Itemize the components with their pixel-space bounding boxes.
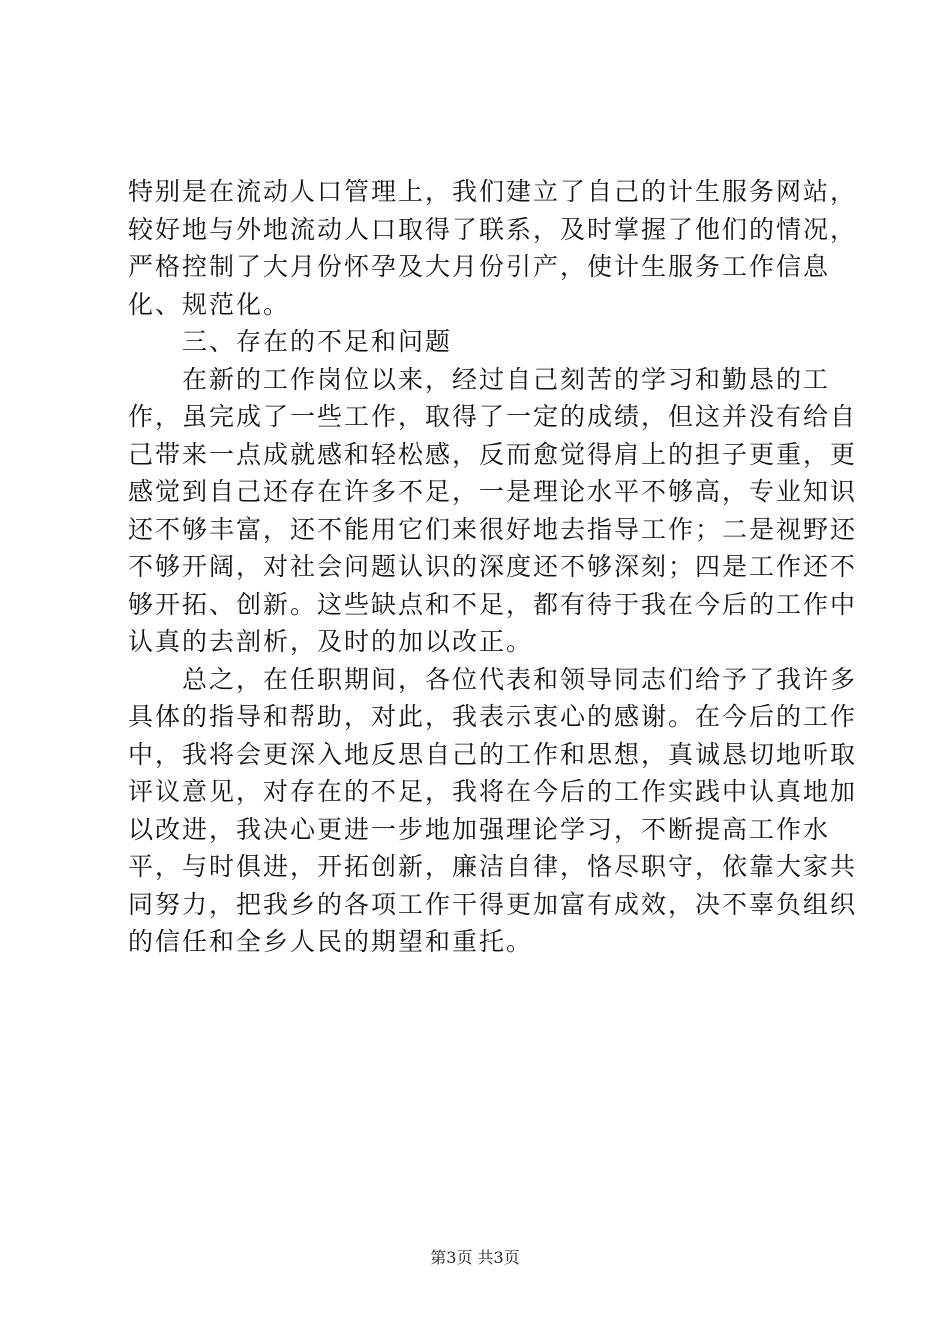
section-heading: 三、存在的不足和问题 [182, 327, 453, 356]
paragraph-conclusion: 总之，在任职期间，各位代表和领导同志们给予了我许多具体的指导和帮助，对此，我表示衷心的感谢。在今后的工作中，我将会更深入地反思自己的工作和思想，真诚恳切地听取评议意见，对存在的不足，我将在今后的工作实践中认真地加以改进，我决心更进一步地加强理论学习，不断提高工作水平，与时俱进，开拓创新，廉洁自律，恪尽职守，依靠大家共同努力，把我乡的各项工作干得更加富有成效，决不辜负组织的信任和全乡人民的期望和重托。 [128, 664, 858, 956]
page-number-footer: 第3页 共3页 [430, 1248, 520, 1267]
document-body [128, 173, 868, 961]
paragraph-continuation: 特别是在流动人口管理上，我们建立了自己的计生服务网站，较好地与外地流动人口取得了联系，及时掌握了他们的情况，严格控制了大月份怀孕及大月份引产，使计生服务工作信息化、规范化。 [128, 177, 858, 319]
paragraph-shortcomings: 在新的工作岗位以来，经过自己刻苦的学习和勤恳的工作，虽完成了一些工作，取得了一定的成绩，但这并没有给自己带来一点成就感和轻松感，反而愈觉得肩上的担子更重，更感觉到自己还存在许多不足，一是理论水平不够高，专业知识还不够丰富，还不能用它们来很好地去指导工作；二是视野还不够开阔，对社会问题认识的深度还不够深刻；四是工作还不够开拓、创新。这些缺点和不足，都有待于我在今后的工作中认真的去剖析，及时的加以改正。 [128, 364, 858, 656]
